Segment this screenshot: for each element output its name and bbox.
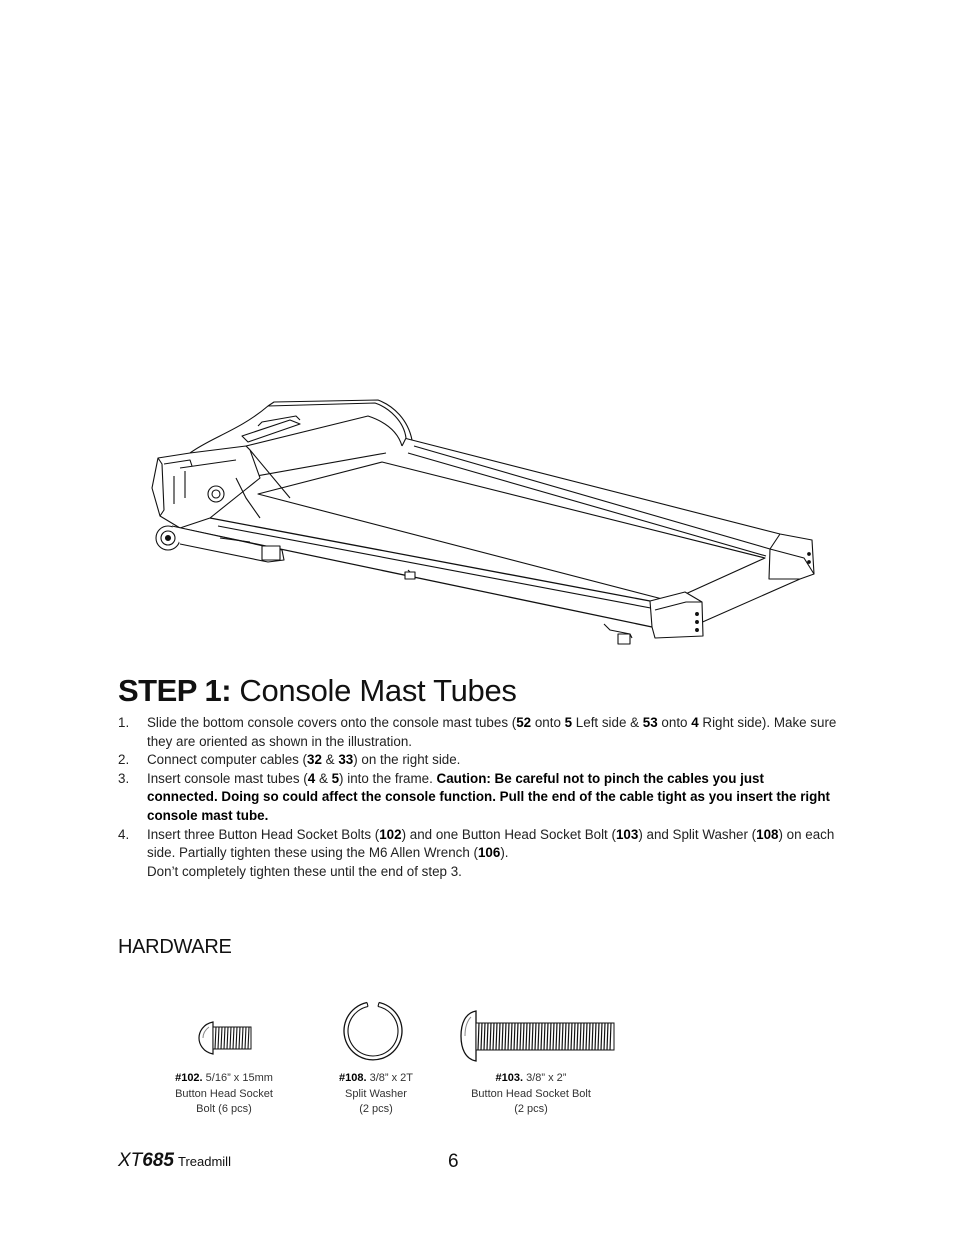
hardware-qty: (2 pcs) bbox=[359, 1103, 393, 1115]
hardware-spec: 5/16” x 15mm bbox=[205, 1072, 273, 1084]
instruction-text: Insert three Button Head Socket Bolts ( bbox=[147, 826, 380, 842]
instruction-text: ) on the right side. bbox=[353, 752, 461, 768]
instruction-text: Don’t completely tighten these until the end of step 3. bbox=[147, 863, 462, 879]
part-number-ref: 5 bbox=[331, 770, 340, 786]
long-bolt-icon bbox=[460, 1008, 616, 1064]
instruction-item bbox=[118, 826, 838, 882]
instruction-number: 4. bbox=[118, 826, 130, 842]
hardware-desc: Split Washer bbox=[345, 1087, 407, 1100]
part-number-ref: 4 bbox=[691, 715, 699, 730]
instruction-text: Right side). Make sure they are oriented as shown in the illustration. bbox=[147, 715, 837, 749]
instruction-text: Connect computer cables ( bbox=[147, 752, 308, 768]
step-title bbox=[118, 674, 517, 708]
instruction-text: ) and Split Washer ( bbox=[638, 826, 757, 842]
instruction-number: 2. bbox=[118, 752, 130, 768]
treadmill-illustration bbox=[150, 398, 820, 650]
hardware-heading: HARDWARE bbox=[118, 936, 232, 958]
hardware-desc: Button Head Socket Bolt bbox=[471, 1087, 591, 1100]
split-washer-icon bbox=[341, 999, 405, 1063]
footer-brand bbox=[118, 1150, 231, 1172]
hardware-item-108 bbox=[316, 1071, 436, 1118]
page-number: 6 bbox=[448, 1151, 459, 1172]
part-number-ref: 102 bbox=[379, 826, 402, 842]
brand-prefix: XT bbox=[118, 1150, 143, 1171]
instruction-text: ). bbox=[500, 845, 509, 861]
instruction-text: & bbox=[321, 752, 339, 768]
part-number-ref: 106 bbox=[477, 845, 501, 861]
instruction-text: onto bbox=[531, 715, 565, 730]
hardware-id: #108. bbox=[339, 1072, 367, 1084]
brand-model: 685 bbox=[142, 1150, 174, 1171]
instruction-item bbox=[118, 770, 838, 826]
short-bolt-icon bbox=[197, 1018, 253, 1058]
hardware-item-102 bbox=[154, 1071, 294, 1118]
part-number-ref: 5 bbox=[564, 715, 573, 730]
instruction-item bbox=[118, 714, 838, 751]
instruction-item bbox=[118, 751, 838, 770]
part-number-ref: 53 bbox=[642, 715, 658, 730]
part-number-ref: 4 bbox=[307, 770, 316, 786]
part-number-ref: 32 bbox=[307, 752, 322, 768]
part-number-ref: 103 bbox=[615, 826, 639, 842]
hardware-qty: (2 pcs) bbox=[514, 1103, 548, 1115]
instruction-text: Left side & bbox=[572, 715, 643, 730]
instruction-list bbox=[118, 714, 838, 881]
hardware-id: #102. bbox=[175, 1072, 203, 1084]
instruction-text: ) on each side. Partially tighten these using the M6 Allen Wrench ( bbox=[147, 826, 835, 861]
hardware-qty: Bolt (6 pcs) bbox=[196, 1103, 252, 1115]
part-number-ref: 52 bbox=[516, 715, 532, 730]
part-number-ref: Caution: Be careful not to pinch the cables you just connected. Doing so could affect the console function. Pull the end of the cable tight as you insert the right console mast tube. bbox=[147, 770, 830, 823]
step-number: STEP 1: bbox=[118, 673, 232, 708]
instruction-text: & bbox=[315, 770, 332, 786]
instruction-text: onto bbox=[657, 715, 692, 730]
hardware-spec: 3/8” x 2” bbox=[526, 1072, 567, 1084]
instruction-number: 1. bbox=[118, 715, 130, 730]
instruction-text: Slide the bottom console covers onto the console mast tubes ( bbox=[147, 715, 517, 730]
hardware-id: #103. bbox=[495, 1072, 524, 1084]
brand-product: Treadmill bbox=[177, 1154, 231, 1169]
instruction-text: ) and one Button Head Socket Bolt ( bbox=[401, 826, 616, 842]
part-number-ref: 108 bbox=[756, 826, 779, 842]
instruction-text: ) into the frame. bbox=[339, 770, 437, 786]
instruction-number: 3. bbox=[118, 770, 130, 786]
part-number-ref: 33 bbox=[338, 752, 354, 768]
hardware-desc: Button Head Socket bbox=[175, 1087, 273, 1100]
instruction-text: Insert console mast tubes ( bbox=[147, 770, 308, 786]
hardware-item-103 bbox=[456, 1071, 606, 1118]
hardware-spec: 3/8” x 2T bbox=[369, 1072, 413, 1084]
step-heading: Console Mast Tubes bbox=[231, 673, 517, 708]
